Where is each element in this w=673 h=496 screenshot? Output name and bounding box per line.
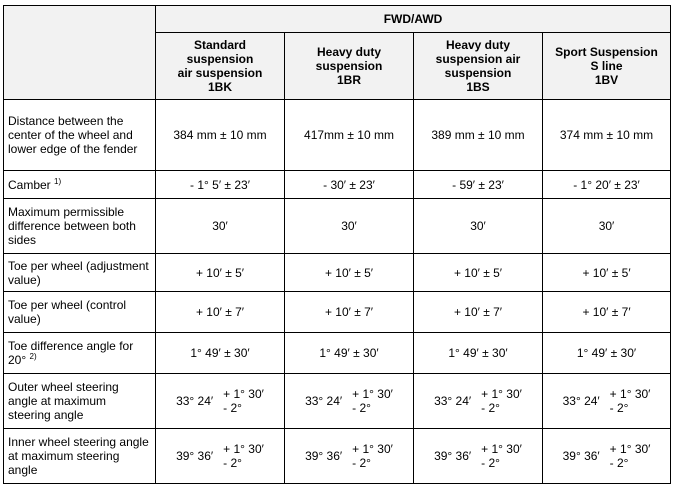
base-value: 39° 36′ — [176, 449, 214, 463]
plus-tolerance: + 1° 30′ — [609, 442, 651, 456]
table-cell: 1° 49′ ± 30′ — [414, 333, 543, 374]
table-cell — [285, 429, 414, 484]
table-cell: + 10′ ± 7′ — [414, 292, 543, 333]
table-row — [4, 171, 671, 199]
minus-tolerance: - 2° — [481, 456, 500, 470]
table-row — [4, 333, 671, 374]
plus-tolerance: + 1° 30′ — [352, 387, 393, 401]
table-row — [4, 254, 671, 292]
column-code: 1BR — [336, 73, 361, 87]
minus-tolerance: - 2° — [609, 401, 629, 415]
table-cell — [414, 429, 543, 484]
base-value: 33° 24′ — [305, 394, 343, 408]
table-cell: 384 mm ± 10 mm — [156, 100, 285, 171]
footnote-marker: 1) — [54, 176, 62, 186]
table-cell — [285, 374, 414, 429]
header-corner-cell — [4, 6, 156, 100]
table-cell: 1° 49′ ± 30′ — [543, 333, 671, 374]
table-cell — [156, 374, 285, 429]
row-label: Camber $^{1)}$ — [4, 171, 156, 199]
table-row — [4, 374, 671, 429]
row-label: Toe per wheel (control value) — [4, 292, 156, 333]
table-cell: + 10′ ± 7′ — [156, 292, 285, 333]
minus-tolerance: - 2° — [609, 456, 629, 470]
minus-tolerance: - 2° — [481, 401, 500, 415]
table-cell: + 10′ ± 5′ — [543, 254, 671, 292]
base-value: 33° 24′ — [562, 394, 600, 408]
table-cell — [543, 429, 671, 484]
row-label: Toe difference angle for 20° $^{2)}$ — [4, 333, 156, 374]
base-value: 39° 36′ — [434, 449, 472, 463]
table-cell: 417mm ± 10 mm — [285, 100, 414, 171]
minus-tolerance: - 2° — [352, 401, 371, 415]
table-row — [4, 429, 671, 484]
table-row — [4, 199, 671, 254]
column-code: 1BK — [207, 80, 232, 94]
table-cell: - 30′ ± 23′ — [285, 171, 414, 199]
minus-tolerance: - 2° — [352, 456, 371, 470]
footnote-marker: 2) — [29, 352, 37, 361]
row-label: Inner wheel steering angle at maximum steering angle — [4, 429, 156, 484]
column-header-1bk: Standard suspension air suspension 1BK — [156, 33, 285, 100]
table-cell: - 1° 5′ ± 23′ — [156, 171, 285, 199]
plus-tolerance: + 1° 30′ — [609, 387, 651, 401]
group-header-fwd-awd: FWD/AWD — [156, 6, 671, 33]
table-cell: + 10′ ± 5′ — [156, 254, 285, 292]
table-cell: 1° 49′ ± 30′ — [285, 333, 414, 374]
spec-table-container — [3, 5, 671, 484]
column-code: 1BV — [594, 73, 619, 87]
column-header-1bs: Heavy duty suspension air suspension 1BS — [414, 33, 543, 100]
header-row-group — [4, 6, 671, 33]
table-cell: + 10′ ± 5′ — [414, 254, 543, 292]
table-cell — [156, 429, 285, 484]
wheel-alignment-spec-table — [3, 5, 671, 484]
plus-tolerance: + 1° 30′ — [481, 387, 522, 401]
table-cell: 30′ — [285, 199, 414, 254]
plus-tolerance: + 1° 30′ — [352, 442, 393, 456]
row-label: Distance between the center of the wheel and lower edge of the fender — [4, 100, 156, 171]
minus-tolerance: - 2° — [223, 456, 242, 470]
table-cell: 30′ — [414, 199, 543, 254]
table-cell — [414, 374, 543, 429]
row-label: Toe per wheel (adjustment value) — [4, 254, 156, 292]
table-cell: 389 mm ± 10 mm — [414, 100, 543, 171]
base-value: 33° 24′ — [434, 394, 472, 408]
table-cell: - 1° 20′ ± 23′ — [543, 171, 671, 199]
table-row — [4, 100, 671, 171]
plus-tolerance: + 1° 30′ — [223, 387, 264, 401]
table-cell: 30′ — [543, 199, 671, 254]
base-value: 33° 24′ — [176, 394, 214, 408]
row-label: Maximum permissible difference between both sides — [4, 199, 156, 254]
table-row — [4, 292, 671, 333]
column-header-1bv: Sport Suspension S line 1BV — [543, 33, 671, 100]
table-cell: 30′ — [156, 199, 285, 254]
table-cell: + 10′ ± 5′ — [285, 254, 414, 292]
column-header-1br: Heavy duty suspension 1BR — [285, 33, 414, 100]
table-cell: 374 mm ± 10 mm — [543, 100, 671, 171]
table-cell: + 10′ ± 7′ — [285, 292, 414, 333]
base-value: 39° 36′ — [562, 449, 600, 463]
plus-tolerance: + 1° 30′ — [223, 442, 264, 456]
table-cell: + 10′ ± 7′ — [543, 292, 671, 333]
column-code: 1BS — [466, 80, 490, 94]
plus-tolerance: + 1° 30′ — [481, 442, 522, 456]
table-cell — [543, 374, 671, 429]
base-value: 39° 36′ — [305, 449, 343, 463]
minus-tolerance: - 2° — [223, 401, 242, 415]
table-cell: - 59′ ± 23′ — [414, 171, 543, 199]
table-cell: 1° 49′ ± 30′ — [156, 333, 285, 374]
row-label: Outer wheel steering angle at maximum steering angle — [4, 374, 156, 429]
